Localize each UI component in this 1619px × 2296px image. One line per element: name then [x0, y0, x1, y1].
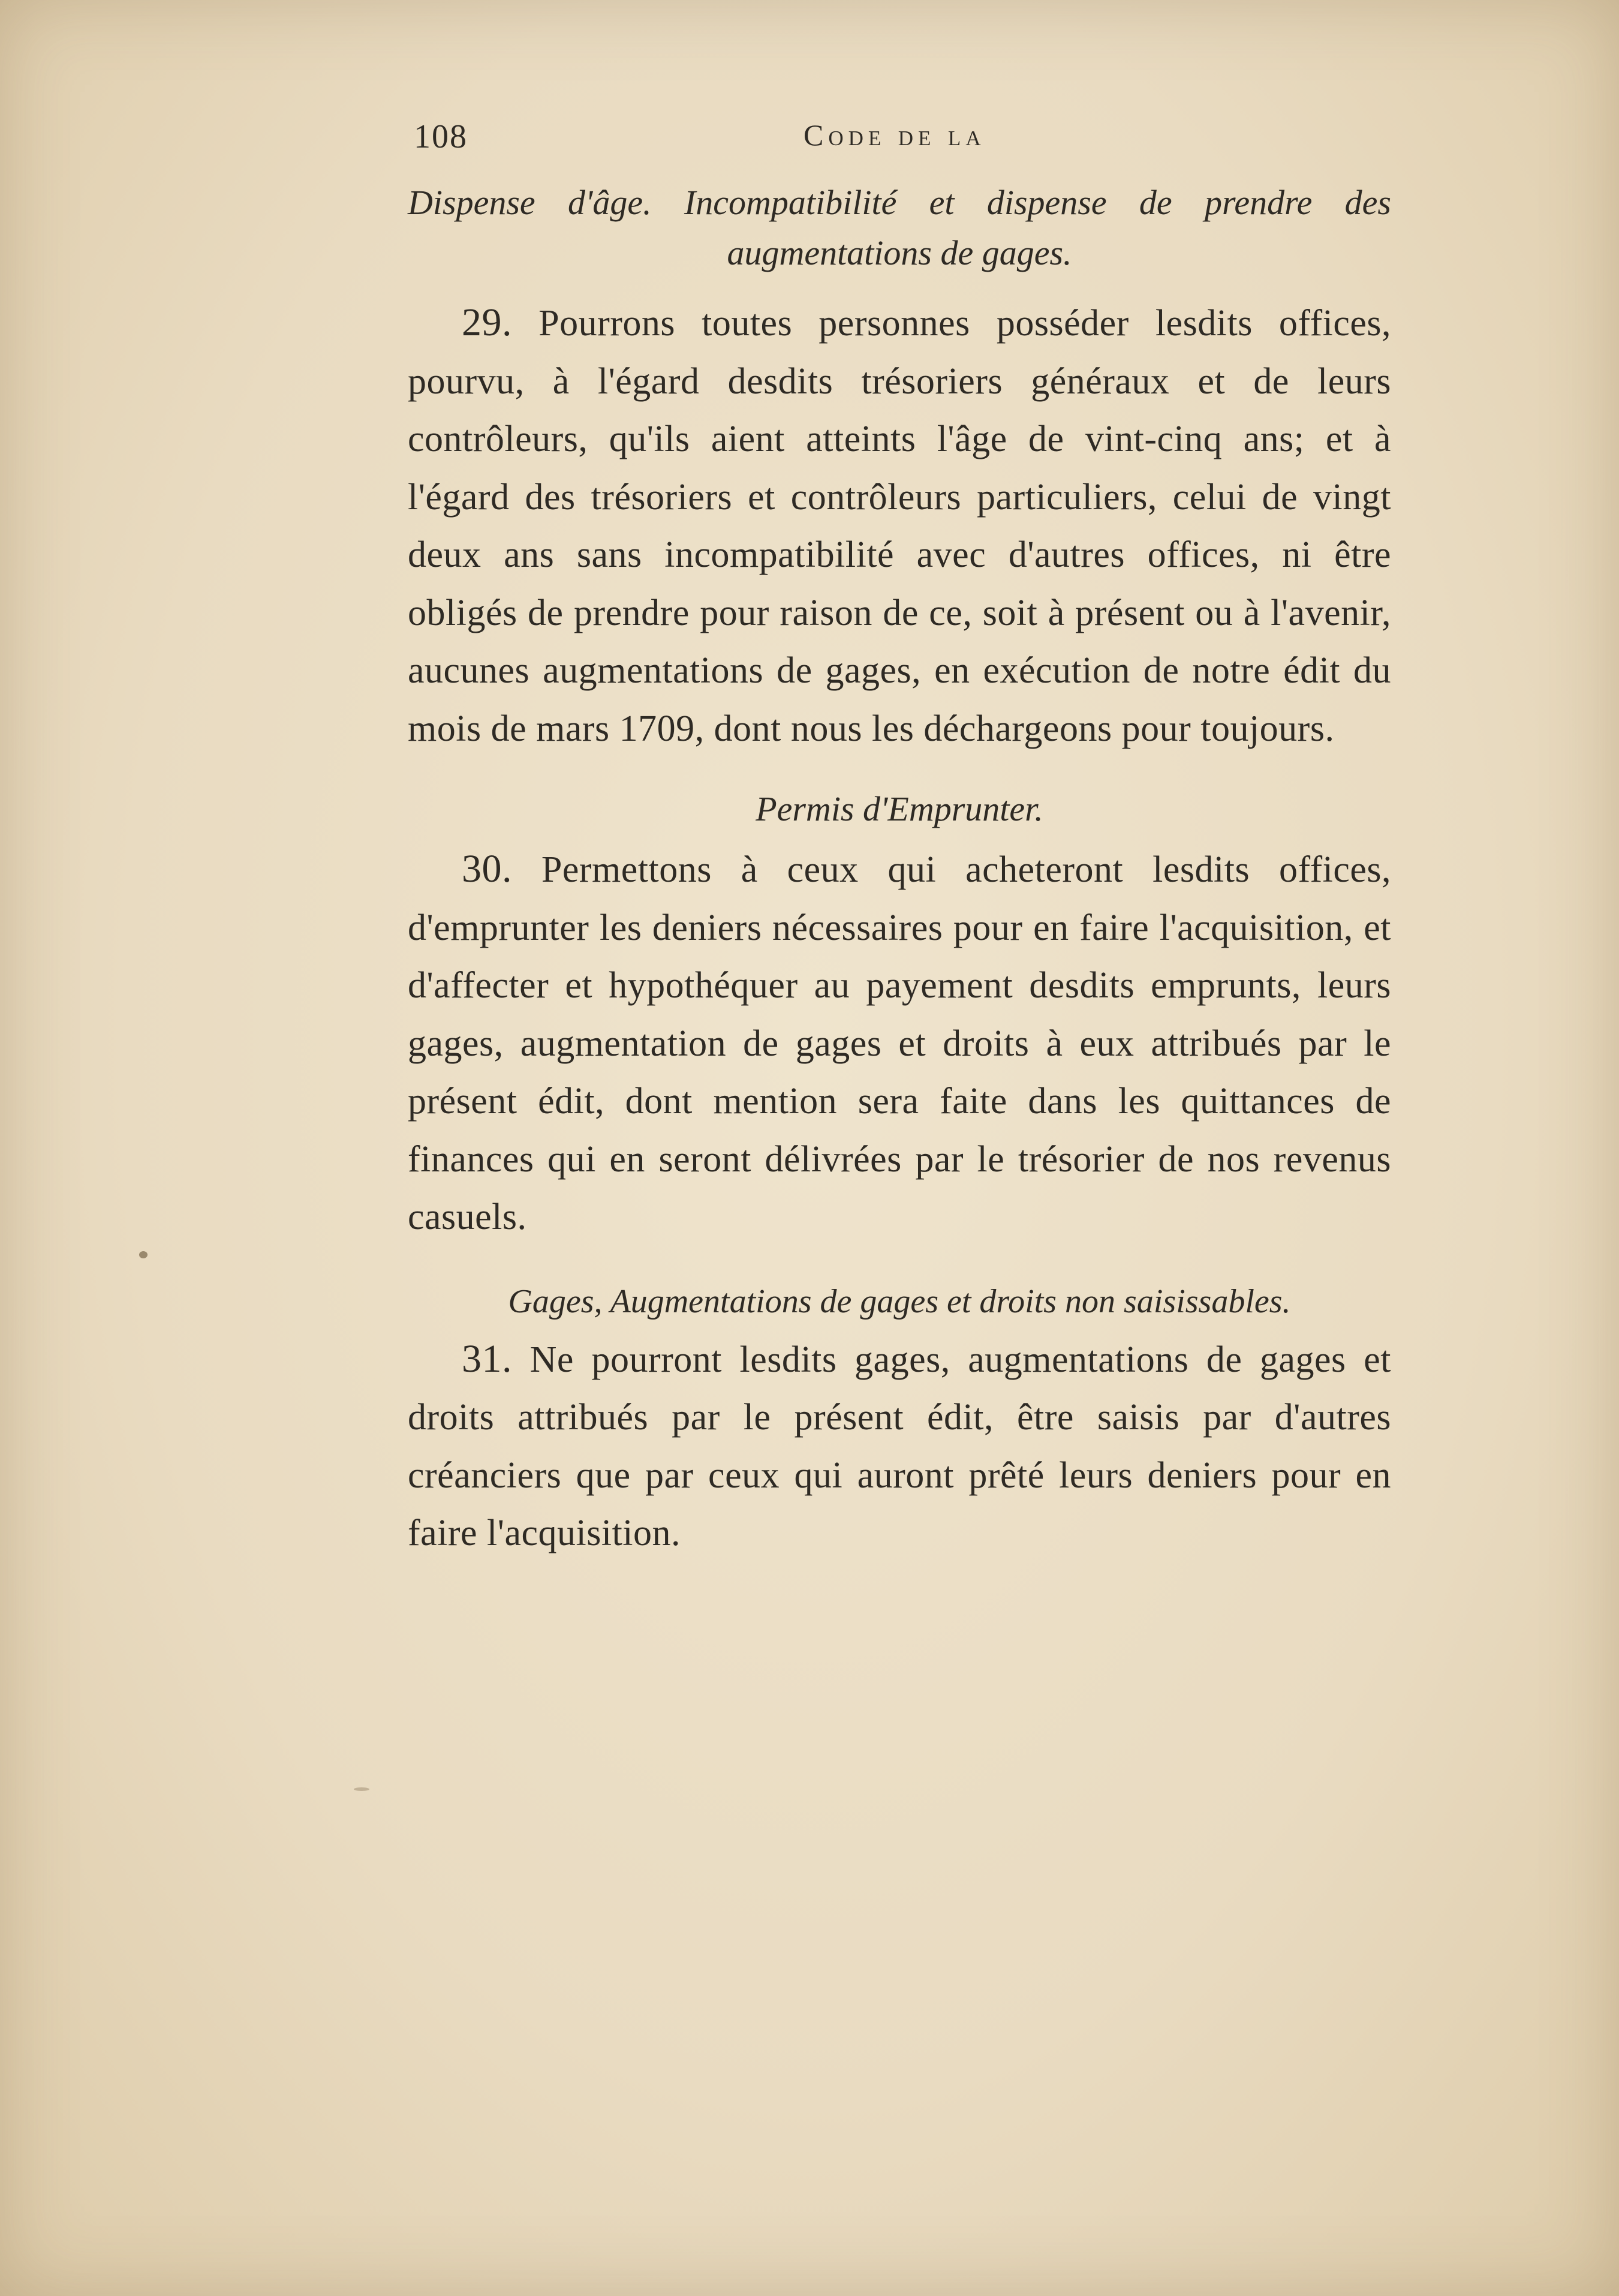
- article-text: Pourrons toutes personnes posséder lesdits offices, pourvu, à l'égard desdits trésoriers généraux et de leurs contrôleurs, qu'ils aient atteints l'âge de vint-cinq ans; et à l'égard des trésoriers et contrôleurs particuliers, celui de vingt deux ans sans incompatibilité avec d'autres offices, ni être obligés de prendre pour raison de ce, soit à présent ou à l'avenir, aucunes augmentations de gages, en exécution de notre édit du mois de mars 1709, dont nous les déchargeons pour toujours.: [408, 303, 1391, 749]
- article-number: 29.: [462, 300, 512, 344]
- article-text: Ne pourront lesdits gages, augmentations de gages et droits attribués par le présent édit, être saisis par d'autres créanciers que par ceux qui auront prêté leurs deniers pour en faire l'acquisition.: [408, 1339, 1391, 1553]
- rubric-gages-non-saisissables: Gages, Augmentations de gages et droits non saisissables.: [508, 1282, 1291, 1320]
- running-title: Code de la: [804, 118, 986, 152]
- article-text: Permettons à ceux qui acheteront lesdits offices, d'emprunter les deniers nécessaires pour en faire l'acquisition, et d'affecter et hypothéquer au payement desdits emprunts, leurs gages, augmentation de gages et droits à eux attribués par le présent édit, dont mention sera faite dans les quittances de finances qui en seront délivrées par le trésorier de nos revenus casuels.: [408, 849, 1392, 1237]
- page-header: [414, 118, 1367, 166]
- article-number: 30.: [462, 847, 512, 891]
- page-number: 108: [414, 118, 468, 155]
- article-31: [408, 1330, 1391, 1562]
- article-number: 31.: [462, 1336, 512, 1381]
- article-29: [408, 294, 1391, 758]
- article-30: [408, 840, 1391, 1246]
- text-block: [408, 178, 1391, 1562]
- ink-speck: [354, 1787, 369, 1791]
- rubric-dispense-age: Dispense d'âge. Incompatibilité et dispense de prendre des augmentations de gages.: [408, 183, 1391, 272]
- ink-speck: [139, 1251, 148, 1258]
- rubric-permis-emprunter: Permis d'Emprunter.: [756, 789, 1043, 828]
